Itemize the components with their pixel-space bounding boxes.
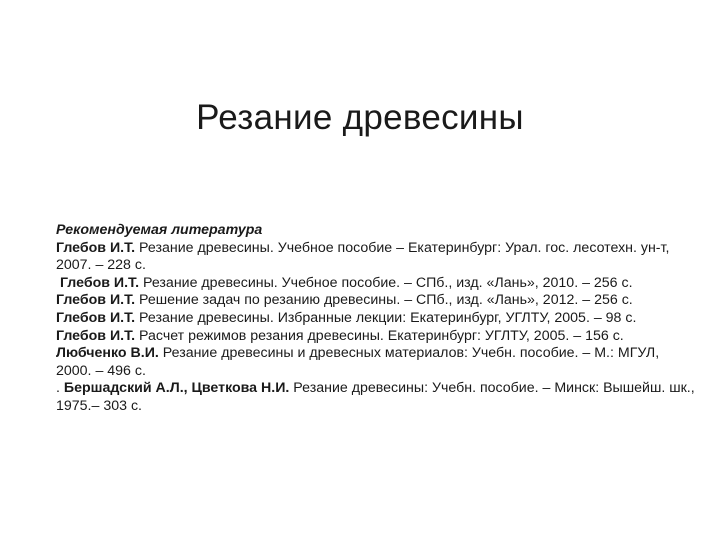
reference-item-3 [56,292,696,310]
reference-item-6 [56,345,696,380]
reference-item-5 [56,328,696,346]
reference-text: Резание древесины: Учебн. пособие. – Минск: Вышейш. шк., 1975.– 303 с. [56,380,695,414]
reference-text: Расчет режимов резания древесины. Екатеринбург: УГЛТУ, 2005. – 156 с. [135,327,624,344]
reference-prefix: . [56,380,64,397]
slide-title: Резание древесины [196,98,524,137]
reference-item-4 [56,310,696,328]
reference-author: Глебов И.Т. [56,239,136,256]
reference-text: Резание древесины и древесных материалов: Учебн. пособие. – М.: МГУЛ, 2000. – 496 с. [56,345,660,379]
reference-author: Глебов И.Т. [56,309,136,326]
reference-author: Глебов И.Т. [56,327,136,344]
reference-text: Резание древесины. Учебное пособие. – СПб., изд. «Лань», 2010. – 256 с. [139,274,633,291]
references-heading: Рекомендуемая литература [56,222,263,238]
reference-author: Любченко В.И. [56,345,159,362]
reference-text: Резание древесины. Избранные лекции: Екатеринбург, УГЛТУ, 2005. – 98 с. [135,309,637,326]
reference-text: Резание древесины. Учебное пособие – Екатеринбург: Урал. гос. лесотехн. ун-т, 2007. – 228 с. [56,239,670,274]
reference-author: Глебов И.Т. [59,274,140,291]
reference-item-7 [56,380,696,415]
reference-text: Решение задач по резанию древесины. – СПб., изд. «Лань», 2012. – 256 с. [135,292,633,309]
reference-author: Глебов И.Т. [56,292,136,309]
reference-item-2 [56,275,696,293]
reference-author: Бершадский А.Л., Цветкова Н.И. [63,380,290,397]
reference-item-1 [56,240,696,275]
references-list [56,222,696,416]
